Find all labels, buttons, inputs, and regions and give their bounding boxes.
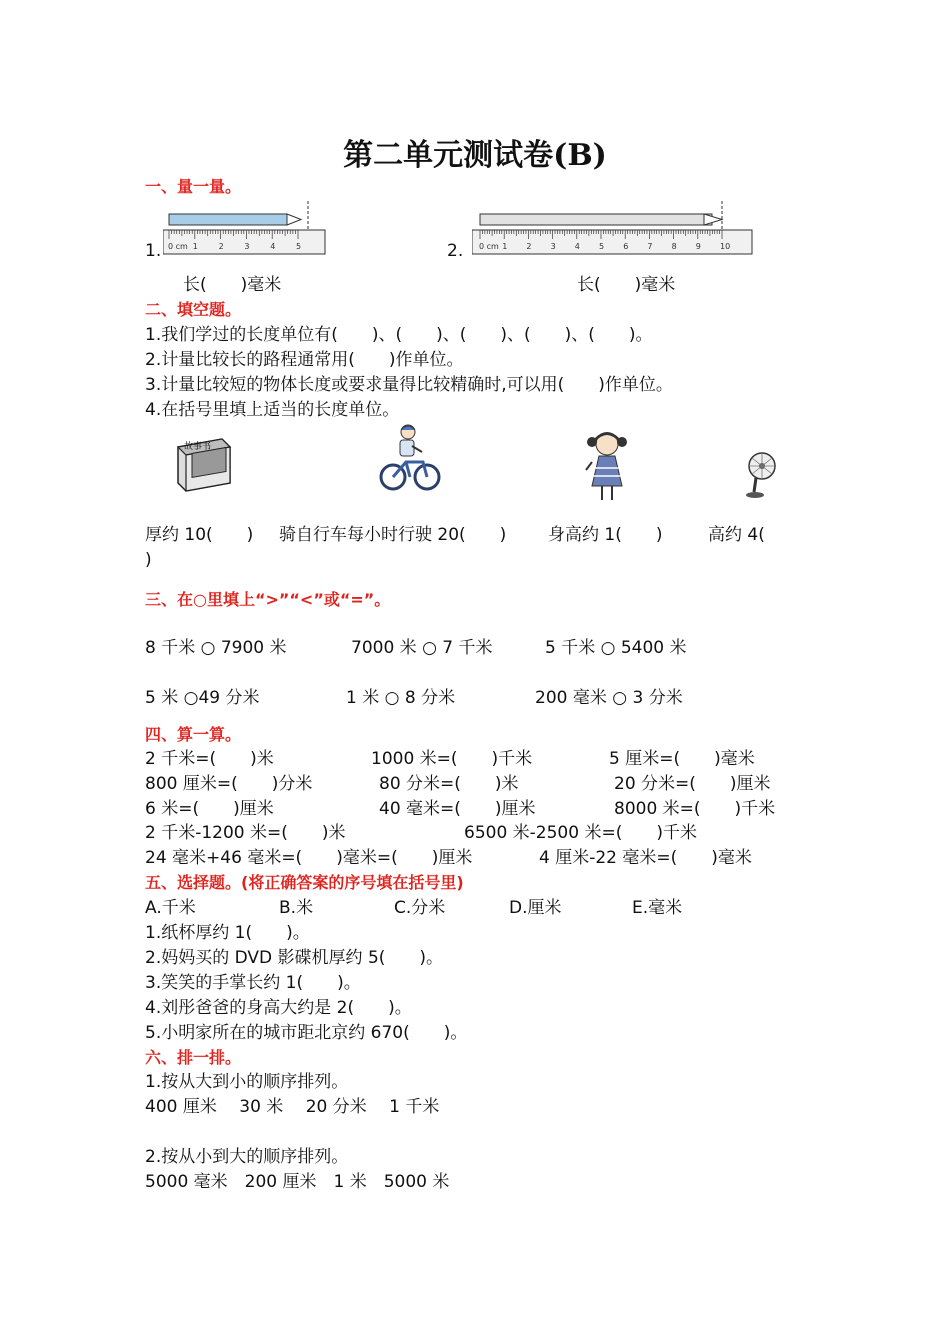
- calc-item: 4 厘米-22 毫米=( )毫米: [539, 848, 752, 868]
- calc-item: 800 厘米=( )分米: [145, 774, 313, 794]
- ruler-label: 10: [720, 242, 731, 251]
- ruler-label: 2: [218, 242, 224, 251]
- section-6-heading: 六、排一排。: [145, 1048, 242, 1067]
- question-2-2: 2.计量比较长的路程通常用( )作单位。: [145, 350, 464, 370]
- option-b: B.米: [279, 898, 314, 918]
- ruler-label: 1: [192, 242, 198, 251]
- question-5-2: 2.妈妈买的 DVD 影碟机厚约 5( )。: [145, 948, 444, 968]
- calc-item: 2 千米-1200 米=( )米: [145, 823, 346, 843]
- ruler-label: 4: [270, 242, 276, 251]
- question-2-3: 3.计量比较短的物体长度或要求量得比较精确时,可以用( )作单位。: [145, 375, 673, 395]
- ruler-label: 8: [671, 242, 677, 251]
- ruler-pencil-1: [163, 200, 328, 260]
- calc-item: 6 米=( )厘米: [145, 799, 274, 819]
- ruler-label: 1: [502, 242, 508, 251]
- section-2-heading: 二、填空题。: [145, 300, 242, 319]
- answer-1: 长( )毫米: [183, 275, 282, 295]
- question-6-2: 2.按从小到大的顺序排列。: [145, 1147, 349, 1167]
- question-6-1: 1.按从大到小的顺序排列。: [145, 1072, 349, 1092]
- option-e: E.毫米: [632, 898, 683, 918]
- book-title-text: 故事书: [184, 442, 212, 452]
- compare-item: 8 千米 ○ 7900 米: [145, 638, 287, 658]
- ruler-label: 7: [647, 242, 653, 251]
- picture-3-caption: 身高约 1( ): [548, 525, 663, 545]
- calc-item: 40 毫米=( )厘米: [379, 799, 536, 819]
- section-4-heading: 四、算一算。: [145, 725, 242, 744]
- picture-4-caption-end: ): [145, 550, 152, 570]
- ruler-label: 5: [599, 242, 605, 251]
- compare-item: 1 米 ○ 8 分米: [346, 688, 456, 708]
- ruler-label: 0 cm: [479, 242, 499, 251]
- question-2-1: 1.我们学过的长度单位有( )、( )、( )、( )、( )。: [145, 325, 653, 345]
- ruler-label: 3: [244, 242, 250, 251]
- item-1-number: 1.: [145, 241, 162, 261]
- calc-item: 1000 米=( )千米: [371, 749, 533, 769]
- question-5-5: 5.小明家所在的城市距北京约 670( )。: [145, 1023, 468, 1043]
- question-5-4: 4.刘彤爸爸的身高大约是 2( )。: [145, 998, 412, 1018]
- calc-item: 5 厘米=( )毫米: [609, 749, 755, 769]
- calc-item: 24 毫米+46 毫米=( )毫米=( )厘米: [145, 848, 473, 868]
- question-5-3: 3.笑笑的手掌长约 1( )。: [145, 973, 361, 993]
- compare-item: 5 千米 ○ 5400 米: [545, 638, 687, 658]
- option-c: C.分米: [394, 898, 446, 918]
- fan-image: [742, 446, 776, 500]
- calc-item: 20 分米=( )厘米: [614, 774, 771, 794]
- section-5-heading: 五、选择题。(将正确答案的序号填在括号里): [145, 873, 464, 892]
- question-6-1-items: 400 厘米 30 米 20 分米 1 千米: [145, 1097, 440, 1117]
- page-title: 第二单元测试卷(B): [343, 138, 607, 173]
- ruler-pencil-2: [472, 200, 757, 260]
- ruler-label: 6: [623, 242, 629, 251]
- ruler-label: 2: [526, 242, 532, 251]
- option-a: A.千米: [145, 898, 196, 918]
- ruler-label: 9: [695, 242, 701, 251]
- calc-item: 6500 米-2500 米=( )千米: [464, 823, 697, 843]
- storybook-image: [172, 433, 234, 493]
- compare-item: 7000 米 ○ 7 千米: [351, 638, 493, 658]
- option-d: D.厘米: [509, 898, 562, 918]
- ruler-label: 5: [296, 242, 302, 251]
- calc-item: 8000 米=( )千米: [614, 799, 776, 819]
- picture-4-caption: 高约 4(: [708, 525, 765, 545]
- ruler-label: 4: [574, 242, 580, 251]
- section-3-heading: 三、在○里填上“>”“<”或“=”。: [145, 590, 391, 609]
- picture-1-caption: 厚约 10( ): [145, 525, 254, 545]
- item-2-number: 2.: [447, 241, 464, 261]
- section-1-heading: 一、量一量。: [145, 177, 242, 196]
- question-2-4: 4.在括号里填上适当的长度单位。: [145, 400, 400, 420]
- calc-item: 2 千米=( )米: [145, 749, 274, 769]
- compare-item: 5 米 ○49 分米: [145, 688, 260, 708]
- question-5-1: 1.纸杯厚约 1( )。: [145, 923, 310, 943]
- girl-image: [582, 428, 632, 506]
- question-6-2-items: 5000 毫米 200 厘米 1 米 5000 米: [145, 1172, 450, 1192]
- ruler-label: 3: [550, 242, 556, 251]
- picture-2-caption: 骑自行车每小时行驶 20( ): [279, 525, 507, 545]
- calc-item: 80 分米=( )米: [379, 774, 519, 794]
- compare-item: 200 毫米 ○ 3 分米: [535, 688, 683, 708]
- ruler-label: 0 cm: [168, 242, 188, 251]
- answer-2: 长( )毫米: [577, 275, 676, 295]
- cyclist-image: [378, 422, 442, 494]
